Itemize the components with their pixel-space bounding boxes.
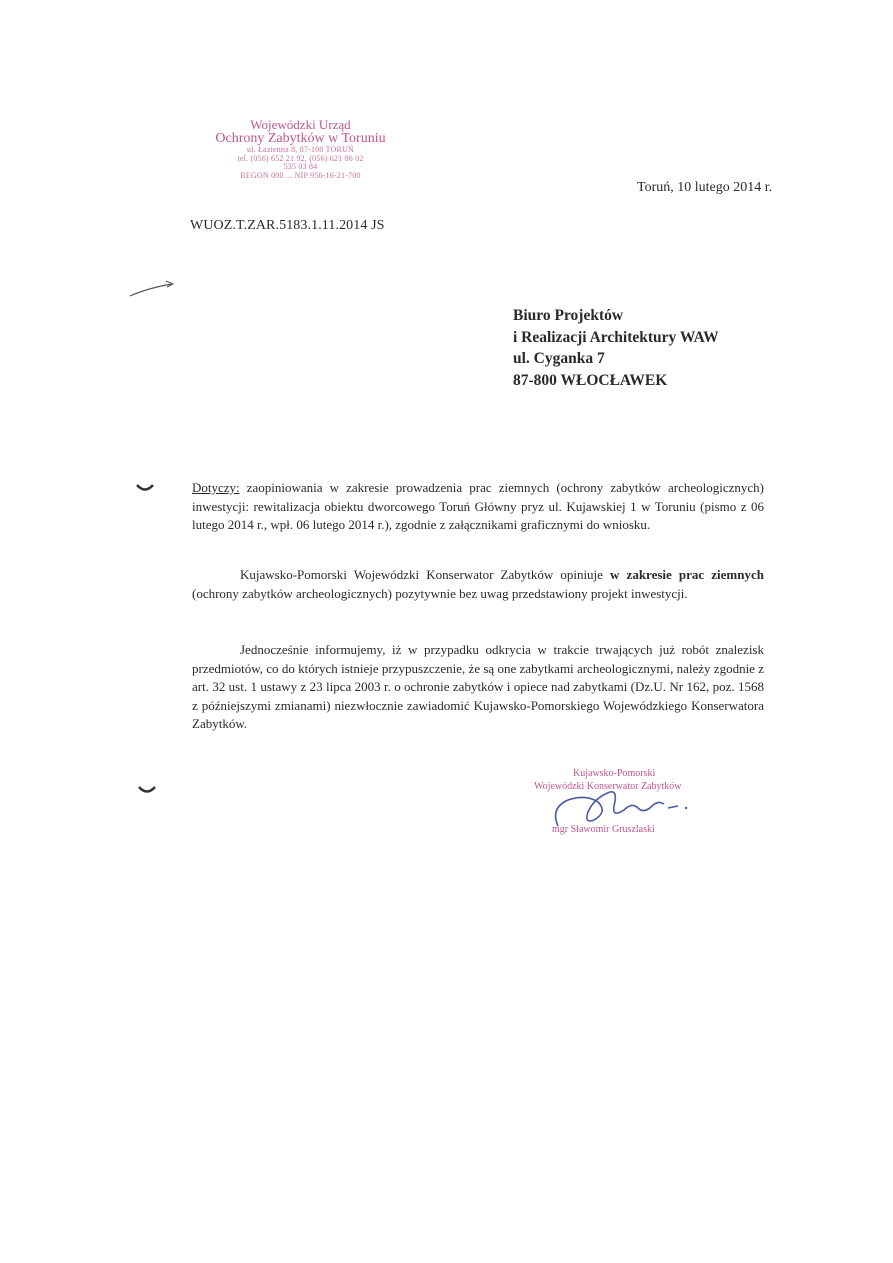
signature-stamp-line-1: Kujawsko-Pomorski [573,768,656,779]
stamp-line-2: Ochrony Zabytków w Toruniu [215,130,386,146]
stamp-line-6: REGON 000 ... NIP 956-16-21-700 [240,170,361,180]
reference-number: WUOZ.T.ZAR.5183.1.11.2014 JS [190,218,385,233]
stamp-line-4: tel. (056) 652 21 92, (056) 621 06 02 [237,153,364,163]
information-paragraph: Jednocześnie informujemy, iż w przypadku odkrycia w trakcie trwających już robót znalezisk przedmiotów, co do których istnieje przypuszczenie, że są one zabytkami archeologicznymi, należy zgodnie z art. 32 ust. 1 ustawy z 23 lipca 2003 r. o ochronie zabytków i opiece nad zabytkami (Dz.U. Nr 162, poz. 1568 z późniejszymi zmianami) niezwłocznie zawiadomić Kujawsko-Pomorskiego Wojewódzkiego Konserwatora Zabytków. [192,642,764,731]
subject-paragraph [192,479,764,535]
signature-stamp-line-2: Wojewódzki Konserwator Zabytków [534,781,682,792]
opinion-bold: w zakresie prac ziemnych [610,567,764,582]
subject-text: zaopiniowania w zakresie prowadzenia prac ziemnych (ochrony zabytków archeologicznych) inwestycji: rewitalizacja obiektu dworcowego Toruń Główny pryz ul. Kujawskiej 1 w Toruniu (pismo z 06 lutego 2014 r., wpł. 06 lutego 2014 r.), zgodnie z załącznikami graficznymi do wniosku. [192,480,764,532]
punch-hole-mark [135,482,155,494]
letter-date: Toruń, 10 lutego 2014 r. [637,180,773,195]
pen-stroke-mark [128,278,178,300]
address-line-2: i Realizacji Architektury WAW [513,328,719,346]
address-line-1: Biuro Projektów [513,307,624,324]
punch-hole-mark [137,784,157,796]
subject-label: Dotyczy: [192,480,240,495]
opinion-text-1: Kujawsko-Pomorski Wojewódzki Konserwator Zabytków opiniuje [240,567,611,582]
address-line-4: 87-800 WŁOCŁAWEK [513,371,668,389]
opinion-text-2: (ochrony zabytków archeologicznych) pozytywnie bez uwag przedstawiony projekt inwestycji. [192,585,688,601]
signature-stamp [528,768,728,848]
recipient-address [513,305,719,391]
office-stamp [183,118,418,180]
opinion-paragraph [192,566,764,603]
stamp-line-3: ul. Łazienna 8, 87-100 TORUŃ [246,145,355,155]
handwritten-signature [528,768,728,848]
stamp-line-1: Wojewódzki Urząd [250,117,351,132]
address-line-3: ul. Cyganka 7 [513,350,605,367]
signature-stamp-line-3: mgr Sławomir Gruszlaski [552,824,655,835]
stamp-line-5: 535 03 84 [283,162,318,172]
